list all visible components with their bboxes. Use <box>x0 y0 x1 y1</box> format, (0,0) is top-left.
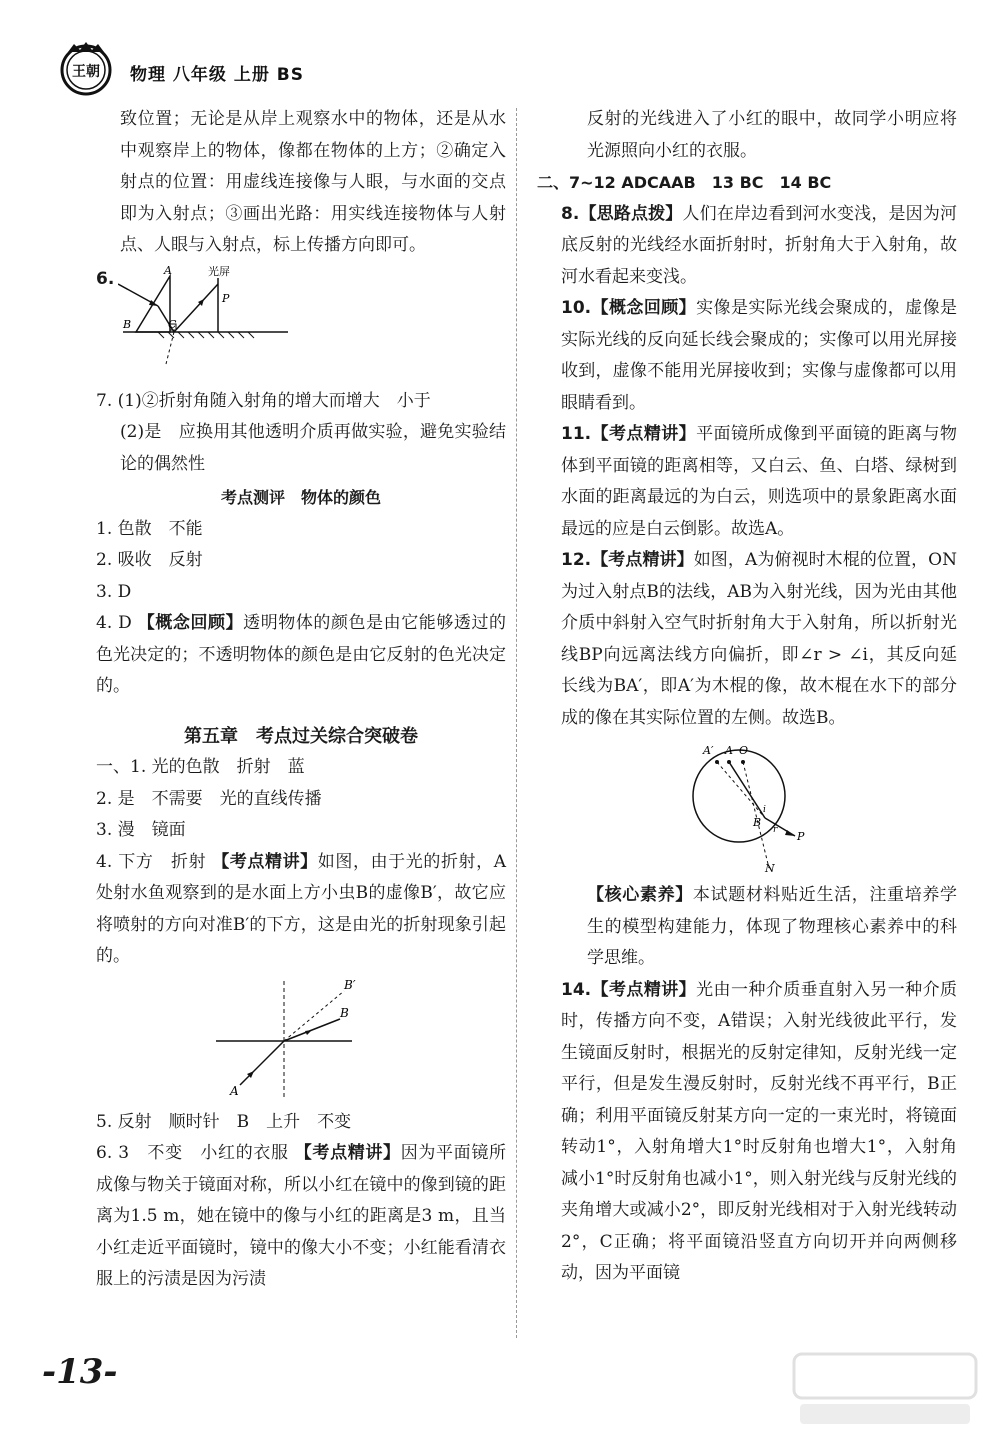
question-6 <box>96 264 506 382</box>
chapter-answer-2: 2. 是 不需要 光的直线传播 <box>96 788 322 809</box>
answer-text: 本试题材料贴近生活，注重培养学生的模型构建能力，体现了物理核心素养中的科学思维。 <box>587 885 958 968</box>
answer-text: 平面镜所成像到平面镜的距离与物体到平面镜的距离相等，又白云、鱼、白塔、绿树到水面的距离最远的为白云，则选项中的景象距离水面最远的应是白云倒影。故选A。 <box>561 424 958 539</box>
concept-review-tag: 【概念回顾】 <box>137 613 244 633</box>
column-divider <box>516 108 517 1338</box>
label-i: i <box>763 805 766 815</box>
watermark-icon <box>790 1350 980 1430</box>
key-point-tag: 【考点精讲】 <box>591 424 697 444</box>
label-B-prime: B′ <box>344 977 356 992</box>
refraction-diagram-4 <box>216 975 366 1101</box>
question-7-line1: 7. (1)②折射角随入射角的增大而增大 小于 <box>96 390 431 411</box>
label-A: A <box>230 1083 239 1098</box>
chapter-answer-6 <box>96 1138 506 1296</box>
label-A: A <box>164 265 172 277</box>
svg-text:王朝: 王朝 <box>72 64 100 80</box>
answer-text: 人们在岸边看到河水变浅，是因为河底反射的光线经水面折射时，折射角大于入射角，故河水看起来变浅。 <box>561 203 958 287</box>
stick-refraction-figure <box>537 736 957 876</box>
chapter-answer-1: 一、1. 光的色散 折射 蓝 <box>96 757 305 777</box>
answer-number: 11. <box>561 424 592 444</box>
refraction-diagram-6 <box>118 266 288 378</box>
header-title: 物理 八年级 上册 BS <box>130 65 304 85</box>
key-point-tag: 【考点精讲】 <box>591 550 694 570</box>
answer-text: 实像是实际光线会聚成的，虚像是实际光线的反向延长线会聚成的；实像可以用光屏接收到，虚像不能用光屏接收到；实像与虚像都可以用眼睛看到。 <box>561 298 958 413</box>
answer-11 <box>561 419 957 545</box>
label-B: B <box>753 816 762 829</box>
page-header <box>58 40 558 100</box>
label-N: N <box>765 862 775 874</box>
answer-number: 8. <box>561 203 580 224</box>
answer-text: 如图，A为俯视时木棍的位置，ON为过入射点B的法线，AB为入射光线，因为光由其他介质中斜射入空气时折射角大于入射角，所以折射光线BP向远离法线方向偏折，即∠r > ∠i，其反向延长线为BA′，即A′为木棍的像，故木棍在水下的部分成的像在其实际位置的左侧。故选B。 <box>561 550 957 728</box>
concept-review-tag: 【概念回顾】 <box>591 298 697 318</box>
label-P: P <box>797 830 805 843</box>
answer-text: 透明物体的颜色是由它能够透过的色光决定的；不透明物体的颜色是由它反射的色光决定的。 <box>96 613 507 696</box>
answer-text: 光由一种介质垂直射入另一种介质时，传播方向不变，A错误；入射光线彼此平行，发生镜面反射时，根据光的反射定律知，反射光线一定平行，但是发生漫反射时，反射光线不再平行，B正确；利用平面镜反射某方向一定的一束光时，将镜面转动1°，入射角增大1°时反射角也增大1°，入射角减小1°时反射角也减小1°，则入射光线与反射光线的夹角增大或减小2°，即反射光线相对于入射光线转动2°，C正确；将平面镜沿竖直方向切开并向两侧移动，因为平面镜 <box>561 979 958 1283</box>
stick-refraction-diagram <box>687 740 827 874</box>
section-title: 考点测评 物体的颜色 <box>220 488 381 507</box>
color-answer-4 <box>96 608 506 703</box>
key-point-tag: 【考点精讲】 <box>294 1143 401 1163</box>
core-literacy-tag: 【核心素养】 <box>587 885 693 905</box>
answer-14 <box>561 975 957 1290</box>
color-answer-3: 3. D <box>96 581 132 602</box>
answer-number: 4. D <box>96 613 132 633</box>
answer-head: 4. 下方 折射 <box>96 851 207 872</box>
label-B: B <box>123 317 132 331</box>
label-r: r <box>773 825 778 835</box>
label-O: O <box>739 744 749 757</box>
answer-paragraph: 致位置；无论是从岸上观察水中的物体，还是从水中观察岸上的物体，像都在物体的上方；②确定入射点的位置：用虚线连接像与人眼，与水面的交点即为入射点；③画出光路：用实线连接物体与人射点、人眼与入射点，标上传播方向即可。 <box>120 109 506 255</box>
answer-text: 因为平面镜所成像与物关于镜面对称，所以小红在镜中的像到镜的距离为1.5 m，她在镜中的像与小红的距离是3 m，且当小红走近平面镜时，镜中的像大小不变；小红能看清衣服上的污渍是因为污渍 <box>96 1143 506 1289</box>
answer-number: 12. <box>561 550 592 570</box>
color-answer-1: 1. 色散 不能 <box>96 518 203 539</box>
right-column <box>537 104 957 1290</box>
core-literacy-note <box>587 880 957 975</box>
color-answer-2: 2. 吸收 反射 <box>96 550 203 570</box>
chapter-answer-3: 3. 漫 镜面 <box>96 820 186 840</box>
left-column <box>96 104 506 1296</box>
answer-head: 6. 3 不变 小红的衣服 <box>96 1143 289 1163</box>
page-number: -13- <box>42 1352 118 1392</box>
answer-number: 14. <box>561 979 592 1000</box>
key-point-tag: 【考点精讲】 <box>212 851 318 872</box>
chapter-title: 第五章 考点过关综合突破卷 <box>184 725 418 747</box>
question-7-line2: (2)是 应换用其他透明介质再做实验，避免实验结论的偶然性 <box>120 422 506 474</box>
answer-10 <box>561 293 957 419</box>
hint-tag: 【思路点拨】 <box>579 203 683 224</box>
label-A: A <box>725 744 733 757</box>
answer-number: 10. <box>561 298 592 318</box>
label-A-prime: A′ <box>703 744 714 757</box>
key-point-tag: 【考点精讲】 <box>591 979 697 1000</box>
answer-8 <box>561 199 957 294</box>
label-P: P <box>222 291 230 305</box>
multiple-choice-answers: 二、7~12 ADCAAB 13 BC 14 BC <box>537 173 832 192</box>
label-screen: 光屏 <box>208 265 230 278</box>
refraction-figure-4 <box>96 975 506 1103</box>
label-B: B <box>340 1005 349 1020</box>
continued-paragraph: 反射的光线进入了小红的眼中，故同学小明应将光源照向小红的衣服。 <box>587 109 957 161</box>
chapter-answer-4 <box>96 847 506 973</box>
publisher-logo-icon <box>58 40 114 96</box>
answer-12 <box>561 545 957 734</box>
chapter-answer-5: 5. 反射 顺时针 B 上升 不变 <box>96 1111 352 1132</box>
question-number: 6. <box>96 268 115 289</box>
answer-text: 如图，由于光的折射，A处射水鱼观察到的是水面上方小虫B的虚像B′，故它应将喷射的方向对准B′的下方，这是由光的折射现象引起的。 <box>96 851 507 966</box>
label-C: C <box>168 317 177 331</box>
